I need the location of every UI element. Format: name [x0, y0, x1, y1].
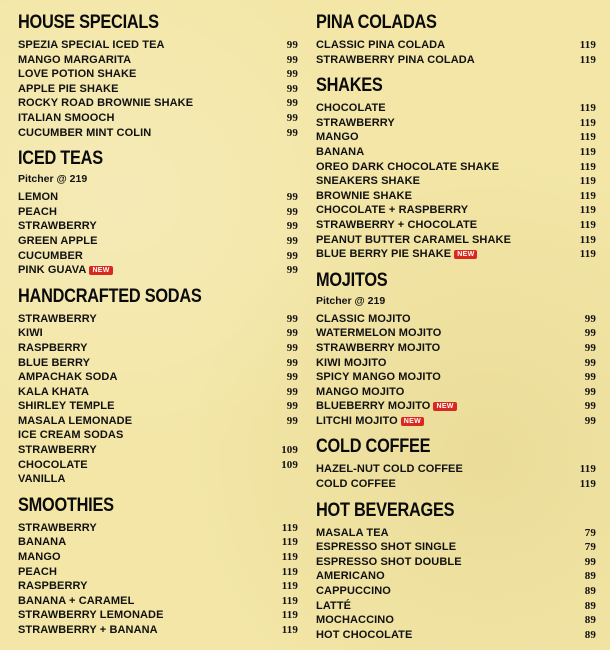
item-name-text: RASPBERRY [18, 341, 88, 354]
item-name-text: LOVE POTION SHAKE [18, 68, 137, 81]
item-name [18, 249, 83, 264]
menu-item [18, 190, 298, 205]
item-name-text: RASPBERRY [18, 580, 88, 593]
item-name-text: PINK GUAVA [18, 264, 87, 277]
section-hot-beverages [316, 500, 596, 643]
item-name [18, 312, 97, 327]
section-subtitle: Pitcher @ 219 [316, 294, 386, 307]
item-name-text: CHOCOLATE [316, 102, 386, 115]
item-price: 119 [579, 478, 596, 491]
menu-item [316, 385, 596, 400]
item-name [18, 458, 88, 473]
menu-item [18, 608, 298, 623]
item-price: 99 [286, 53, 298, 66]
menu-item [316, 38, 596, 53]
menu-item [18, 521, 298, 536]
item-price: 99 [286, 264, 298, 277]
menu-item [316, 462, 596, 477]
menu-item [18, 472, 298, 487]
item-price: 119 [579, 53, 596, 66]
item-name [18, 565, 57, 580]
item-price: 99 [286, 249, 298, 262]
menu-item [18, 326, 298, 341]
item-name [18, 428, 123, 443]
menu-item [18, 535, 298, 550]
item-name-text: HOT CHOCOLATE [316, 628, 413, 641]
item-name [18, 550, 61, 565]
new-badge: NEW [433, 402, 456, 411]
item-name [316, 145, 364, 160]
menu-item [316, 356, 596, 371]
menu-item [316, 53, 596, 68]
item-name [18, 96, 193, 111]
menu-item [316, 341, 596, 356]
item-price: 99 [584, 400, 596, 413]
menu-item [316, 628, 596, 643]
item-price: 99 [286, 356, 298, 369]
menu-item [316, 540, 596, 555]
section-title: HOUSE SPECIALS [18, 12, 159, 33]
item-price: 99 [286, 205, 298, 218]
item-name [316, 462, 463, 477]
item-name [316, 247, 477, 262]
item-name-text: ESPRESSO SHOT DOUBLE [316, 555, 462, 568]
item-price: 99 [584, 312, 596, 325]
item-name-text: CLASSIC PINA COLADA [316, 39, 446, 51]
item-name [18, 111, 115, 126]
menu-item [18, 312, 298, 327]
item-price: 119 [281, 580, 298, 593]
item-name [316, 414, 424, 429]
menu-item [18, 594, 298, 609]
item-name [18, 263, 113, 278]
item-price: 119 [281, 594, 298, 607]
item-name-text: MASALA LEMONADE [18, 414, 133, 427]
item-name [18, 594, 134, 609]
item-name-text: STRAWBERRY + CHOCOLATE [316, 218, 478, 231]
item-name [316, 613, 394, 628]
item-price: 99 [286, 414, 298, 427]
section-title: ICED TEAS [18, 148, 103, 170]
item-price: 119 [579, 248, 596, 261]
item-name-text: SPICY MANGO MOJITO [316, 371, 441, 384]
item-name [18, 370, 117, 385]
item-name-text: COLD COFFEE [316, 478, 396, 491]
item-name [316, 116, 395, 131]
menu-item [316, 189, 596, 204]
section-title: SMOOTHIES [18, 494, 114, 516]
menu-item [316, 526, 596, 541]
item-name [18, 53, 131, 68]
menu-item [18, 579, 298, 594]
item-name-text: STRAWBERRY [316, 116, 395, 129]
item-name [316, 53, 475, 68]
section-pina-coladas [316, 12, 596, 67]
menu-item [18, 623, 298, 638]
item-name [18, 126, 151, 141]
item-price: 99 [584, 327, 596, 340]
item-price: 99 [286, 111, 298, 124]
new-badge: NEW [454, 250, 477, 259]
item-name-text: GREEN APPLE [18, 234, 98, 247]
item-name-text: ESPRESSO SHOT SINGLE [316, 541, 457, 554]
item-price: 79 [584, 541, 596, 554]
item-name-text: OREO DARK CHOCOLATE SHAKE [316, 160, 500, 173]
item-name [316, 312, 411, 327]
item-name [18, 521, 97, 536]
item-name-text: MANGO [18, 551, 61, 564]
menu-item [316, 247, 596, 262]
item-price: 99 [286, 39, 298, 51]
item-name [316, 540, 456, 555]
item-name-text: WATERMELON MOJITO [316, 327, 442, 340]
item-name-text: CUCUMBER [18, 249, 83, 262]
item-name [18, 608, 164, 623]
section-handcrafted-sodas [18, 286, 298, 487]
item-name [18, 67, 136, 82]
item-price: 119 [281, 521, 298, 534]
section-smoothies [18, 495, 298, 638]
item-price: 99 [286, 327, 298, 340]
menu-item [316, 569, 596, 584]
item-name [316, 203, 468, 218]
item-name [18, 579, 88, 594]
item-name [18, 472, 66, 487]
item-price: 119 [281, 565, 298, 578]
item-name-text: HAZEL-NUT COLD COFFEE [316, 463, 463, 476]
item-price: 119 [579, 218, 596, 231]
menu-item [18, 550, 298, 565]
item-name [316, 477, 396, 492]
item-name-text: CHOCOLATE + RASPBERRY [316, 204, 469, 217]
item-name-text: AMERICANO [316, 570, 385, 583]
new-badge: NEW [89, 266, 112, 275]
item-price: 119 [579, 463, 596, 476]
item-name [18, 399, 115, 414]
item-name-text: STRAWBERRY [18, 444, 97, 457]
item-name-text: PEANUT BUTTER CARAMEL SHAKE [316, 233, 512, 246]
item-name [18, 38, 165, 53]
item-price: 99 [286, 312, 298, 325]
item-name-text: SHIRLEY TEMPLE [18, 400, 115, 413]
item-name [316, 160, 499, 175]
menu-item [316, 370, 596, 385]
section-subtitle: Pitcher @ 219 [18, 173, 88, 186]
menu-item [316, 477, 596, 492]
menu-item [316, 312, 596, 327]
item-name [316, 599, 351, 614]
item-price: 119 [579, 175, 596, 188]
item-price: 99 [286, 385, 298, 398]
item-name-text: MANGO [316, 131, 359, 144]
item-price: 89 [584, 570, 596, 583]
item-price: 99 [286, 126, 298, 139]
item-price: 109 [281, 444, 298, 457]
menu-item [18, 399, 298, 414]
section-title: COLD COFFEE [316, 436, 431, 458]
item-name-text: KIWI [18, 327, 43, 340]
section-title: SHAKES [316, 75, 383, 97]
item-price: 99 [584, 341, 596, 354]
item-name-text: VANILLA [18, 473, 66, 486]
item-name-text: AMPACHAK SODA [18, 371, 118, 384]
item-price: 109 [281, 458, 298, 471]
menu-item [18, 82, 298, 97]
item-price: 89 [584, 614, 596, 627]
item-name [316, 526, 389, 541]
item-price: 99 [286, 82, 298, 95]
item-name-text: BANANA [316, 145, 365, 158]
item-price: 99 [584, 555, 596, 568]
item-price: 99 [286, 234, 298, 247]
item-price: 119 [579, 189, 596, 202]
menu-item [316, 203, 596, 218]
item-name-text: STRAWBERRY [18, 312, 97, 325]
item-name [18, 205, 57, 220]
item-name-text: MASALA TEA [316, 526, 389, 539]
menu-item [18, 356, 298, 371]
item-name-text: PEACH [18, 565, 58, 578]
menu-item [18, 249, 298, 264]
menu-item [316, 584, 596, 599]
item-name [18, 234, 98, 249]
section-gap [316, 67, 596, 75]
item-price: 119 [579, 116, 596, 129]
item-name-text: APPLE PIE SHAKE [18, 82, 119, 95]
menu-item [18, 234, 298, 249]
menu-item [18, 111, 298, 126]
item-price: 119 [579, 102, 596, 115]
item-price: 99 [584, 356, 596, 369]
item-name [316, 233, 511, 248]
item-price: 119 [579, 160, 596, 173]
item-price: 119 [579, 145, 596, 158]
menu-item [18, 443, 298, 458]
item-price: 119 [281, 609, 298, 622]
item-name-text: STRAWBERRY LEMONADE [18, 609, 164, 622]
item-name-text: LATTÉ [316, 599, 352, 612]
item-price: 99 [286, 191, 298, 204]
item-name-text: ITALIAN SMOOCH [18, 111, 115, 124]
section-mojitos [316, 270, 596, 429]
item-name-text: STRAWBERRY PINA COLADA [316, 53, 475, 66]
item-name [18, 82, 119, 97]
item-name-text: BLUE BERRY [18, 356, 91, 369]
menu-item [18, 67, 298, 82]
menu-item [18, 370, 298, 385]
menu-item [18, 38, 298, 53]
item-name [316, 130, 359, 145]
item-price: 99 [286, 97, 298, 110]
menu-item [316, 599, 596, 614]
menu-item [316, 399, 596, 414]
item-name-text: PEACH [18, 205, 58, 218]
menu-item [18, 414, 298, 429]
item-name-text: CAPPUCCINO [316, 585, 391, 598]
item-price: 119 [579, 131, 596, 144]
item-price: 79 [584, 526, 596, 539]
item-name [316, 101, 386, 116]
item-name [18, 623, 158, 638]
item-name [18, 356, 90, 371]
item-price: 99 [584, 414, 596, 427]
menu-item [316, 130, 596, 145]
item-name-text: ROCKY ROAD BROWNIE SHAKE [18, 97, 194, 110]
item-price: 119 [579, 233, 596, 246]
item-name-text: CLASSIC MOJITO [316, 312, 411, 325]
item-name-text: CHOCOLATE [18, 458, 88, 471]
menu-item [18, 341, 298, 356]
menu-item [316, 233, 596, 248]
menu-item [316, 160, 596, 175]
item-name [18, 219, 97, 234]
menu-item [316, 326, 596, 341]
new-badge: NEW [401, 417, 424, 426]
section-iced-teas [18, 148, 298, 278]
item-name-text: BANANA + CARAMEL [18, 594, 135, 607]
item-name-text: LEMON [18, 191, 59, 204]
item-price: 119 [281, 551, 298, 564]
item-name-text: STRAWBERRY MOJITO [316, 341, 441, 354]
item-name [316, 628, 412, 643]
item-name-text: STRAWBERRY [18, 220, 97, 233]
item-name [18, 190, 58, 205]
menu-item [18, 263, 298, 278]
item-name-text: BROWNIE SHAKE [316, 189, 413, 202]
menu-item [18, 53, 298, 68]
item-name [316, 370, 441, 385]
menu-item [18, 205, 298, 220]
item-price: 119 [579, 204, 596, 217]
section-gap [18, 278, 298, 286]
item-name-text: MOCHACCINO [316, 614, 394, 627]
item-name-text: SPEZIA SPECIAL ICED TEA [18, 39, 165, 51]
item-name [316, 174, 420, 189]
section-gap [18, 140, 298, 148]
item-name [316, 555, 462, 570]
item-price: 89 [584, 585, 596, 598]
menu-item [316, 613, 596, 628]
item-name-text: BANANA [18, 536, 67, 549]
item-name [316, 38, 445, 53]
item-price: 119 [281, 536, 298, 549]
item-name-text: ICE CREAM SODAS [18, 429, 124, 442]
item-name-text: LITCHI MOJITO [316, 414, 398, 427]
item-name-text: MANGO MOJITO [316, 385, 405, 398]
item-name [316, 326, 441, 341]
item-price: 89 [584, 599, 596, 612]
item-name-text: BLUE BERRY PIE SHAKE [316, 248, 452, 261]
section-gap [316, 492, 596, 500]
section-title: HANDCRAFTED SODAS [18, 285, 202, 307]
section-title: PINA COLADAS [316, 12, 437, 33]
section-shakes [316, 75, 596, 262]
item-name [316, 341, 440, 356]
section-house-specials [18, 12, 298, 140]
item-name [316, 569, 385, 584]
item-name [18, 535, 66, 550]
item-name [316, 189, 412, 204]
menu-item [18, 458, 298, 473]
item-name [316, 584, 391, 599]
item-price: 119 [281, 624, 298, 636]
item-name-text: BLUEBERRY MOJITO [316, 400, 431, 413]
menu-item [18, 565, 298, 580]
item-name-text: CUCUMBER MINT COLIN [18, 126, 152, 139]
item-name-text: STRAWBERRY [18, 521, 97, 534]
menu-item [18, 126, 298, 141]
right-column [316, 12, 596, 642]
item-name [18, 326, 43, 341]
item-name-text: KALA KHATA [18, 385, 90, 398]
menu-item [316, 555, 596, 570]
section-gap [18, 487, 298, 495]
section-gap [316, 428, 596, 436]
item-name [18, 414, 132, 429]
item-price: 99 [286, 220, 298, 233]
section-cold-coffee [316, 436, 596, 491]
item-name [18, 443, 97, 458]
item-price: 119 [579, 39, 596, 51]
section-title: MOJITOS [316, 269, 388, 291]
menu-item [18, 385, 298, 400]
item-name [316, 356, 387, 371]
menu-item [316, 174, 596, 189]
item-name-text: KIWI MOJITO [316, 356, 387, 369]
section-title: HOT BEVERAGES [316, 499, 455, 521]
item-name-text: SNEAKERS SHAKE [316, 175, 421, 188]
item-price: 99 [584, 385, 596, 398]
item-price: 99 [584, 371, 596, 384]
item-price: 99 [286, 371, 298, 384]
item-name [316, 218, 477, 233]
item-price: 89 [584, 628, 596, 641]
item-name-text: STRAWBERRY + BANANA [18, 624, 158, 636]
section-gap [316, 262, 596, 270]
item-name [316, 385, 404, 400]
menu-item [316, 101, 596, 116]
item-name-text: MANGO MARGARITA [18, 53, 132, 66]
menu-item [316, 218, 596, 233]
left-column [18, 12, 298, 638]
item-name [18, 385, 89, 400]
item-name [18, 341, 88, 356]
menu-item [316, 116, 596, 131]
item-price: 99 [286, 341, 298, 354]
item-price: 99 [286, 400, 298, 413]
menu-item [316, 145, 596, 160]
item-name [316, 399, 457, 414]
menu-item [18, 219, 298, 234]
menu-item [316, 414, 596, 429]
item-price: 99 [286, 68, 298, 81]
menu-item [18, 428, 298, 443]
menu-item [18, 96, 298, 111]
